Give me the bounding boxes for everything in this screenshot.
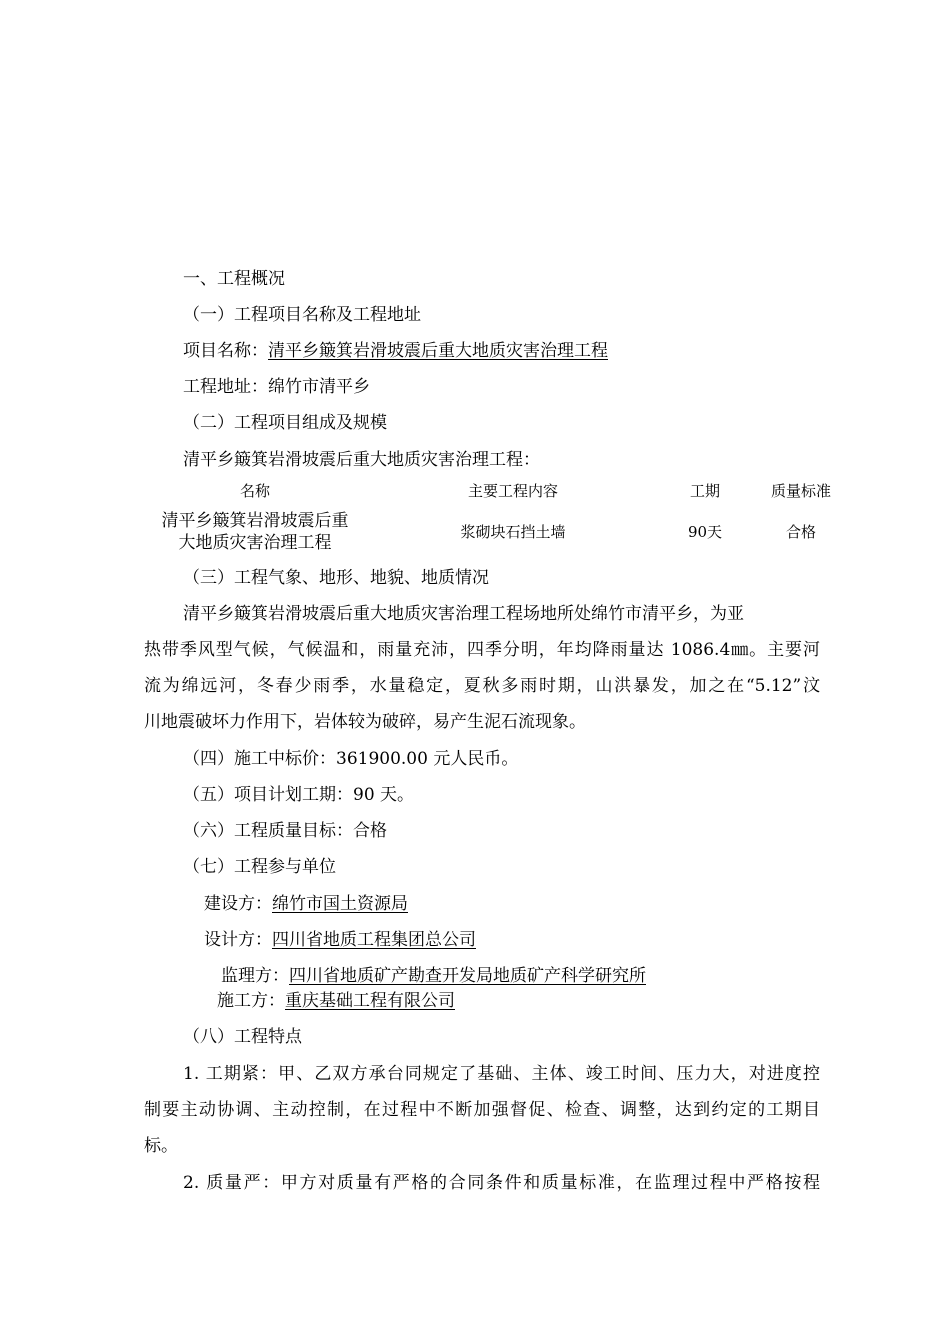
project-address-value: 绵竹市清平乡 bbox=[268, 377, 370, 397]
builder-label: 建设方： bbox=[204, 894, 272, 914]
table-cell-content: 浆砌块石挡土墙 bbox=[460, 523, 566, 541]
project-name-label: 项目名称： bbox=[183, 341, 268, 361]
table-header-content: 主要工程内容 bbox=[467, 482, 558, 500]
table-header-duration: 工期 bbox=[689, 482, 720, 500]
project-name-value: 清平乡簸箕岩滑坡震后重大地质灾害治理工程 bbox=[268, 341, 608, 361]
participant-contractor bbox=[217, 990, 455, 1012]
feature-item-2-line: 2. 质量严：甲方对质量有严格的合同条件和质量标准，在监理过程中严格按程 bbox=[183, 1173, 820, 1193]
contractor-value: 重庆基础工程有限公司 bbox=[285, 991, 455, 1011]
climate-paragraph-line: 热带季风型气候，气候温和，雨量充沛，四季分明，年均降雨量达 1086.4㎜。主要河 bbox=[144, 640, 820, 660]
subheading-project-name-address: （一）工程项目名称及工程地址 bbox=[183, 305, 421, 325]
climate-paragraph-line: 川地震破坏力作用下，岩体较为破碎，易产生泥石流现象。 bbox=[144, 712, 586, 732]
builder-value: 绵竹市国土资源局 bbox=[272, 894, 408, 914]
climate-paragraph-line: 流为绵远河，冬春少雨季，水量稳定，夏秋多雨时期，山洪暴发，加之在“5.12”汶 bbox=[144, 676, 820, 696]
subheading-climate-geology: （三）工程气象、地形、地貌、地质情况 bbox=[183, 568, 489, 588]
feature-item-1-line: 1. 工期紧：甲、乙双方承台同规定了基础、主体、竣工时间、压力大，对进度控 bbox=[183, 1064, 820, 1084]
subheading-features: （八）工程特点 bbox=[183, 1027, 302, 1047]
table-cell-name bbox=[140, 510, 370, 554]
table-cell-duration: 90天 bbox=[687, 523, 723, 541]
participant-designer bbox=[204, 929, 476, 951]
subheading-participants: （七）工程参与单位 bbox=[183, 857, 336, 877]
project-address-label: 工程地址： bbox=[183, 377, 268, 397]
designer-value: 四川省地质工程集团总公司 bbox=[272, 930, 476, 950]
feature-item-1-line: 制要主动协调、主动控制，在过程中不断加强督促、检查、调整，达到约定的工期目 bbox=[144, 1100, 820, 1120]
composition-intro: 清平乡簸箕岩滑坡震后重大地质灾害治理工程： bbox=[183, 450, 540, 470]
feature-item-1-line: 标。 bbox=[144, 1136, 178, 1156]
contractor-label: 施工方： bbox=[217, 991, 285, 1011]
table-header-name: 名称 bbox=[239, 482, 270, 500]
subheading-composition-scale: （二）工程项目组成及规模 bbox=[183, 413, 387, 433]
bid-price: （四）施工中标价：361900.00 元人民币。 bbox=[183, 749, 519, 769]
project-address-row bbox=[183, 376, 370, 398]
planned-duration: （五）项目计划工期：90 天。 bbox=[183, 785, 415, 805]
section-heading-overview: 一、工程概况 bbox=[183, 269, 285, 289]
quality-target: （六）工程质量目标：合格 bbox=[183, 821, 387, 841]
table-header-quality: 质量标准 bbox=[770, 482, 831, 500]
participant-supervisor bbox=[221, 965, 646, 987]
project-name-row bbox=[183, 340, 608, 362]
designer-label: 设计方： bbox=[204, 930, 272, 950]
participant-builder bbox=[204, 893, 408, 915]
table-cell-name-line1: 清平乡簸箕岩滑坡震后重 bbox=[161, 511, 349, 531]
climate-paragraph-line: 清平乡簸箕岩滑坡震后重大地质灾害治理工程场地所处绵竹市清平乡，为亚 bbox=[183, 604, 744, 624]
table-cell-name-line2: 大地质灾害治理工程 bbox=[178, 533, 332, 553]
table-cell-quality: 合格 bbox=[785, 523, 816, 541]
supervisor-label: 监理方： bbox=[221, 966, 289, 986]
supervisor-value: 四川省地质矿产勘查开发局地质矿产科学研究所 bbox=[289, 966, 646, 986]
